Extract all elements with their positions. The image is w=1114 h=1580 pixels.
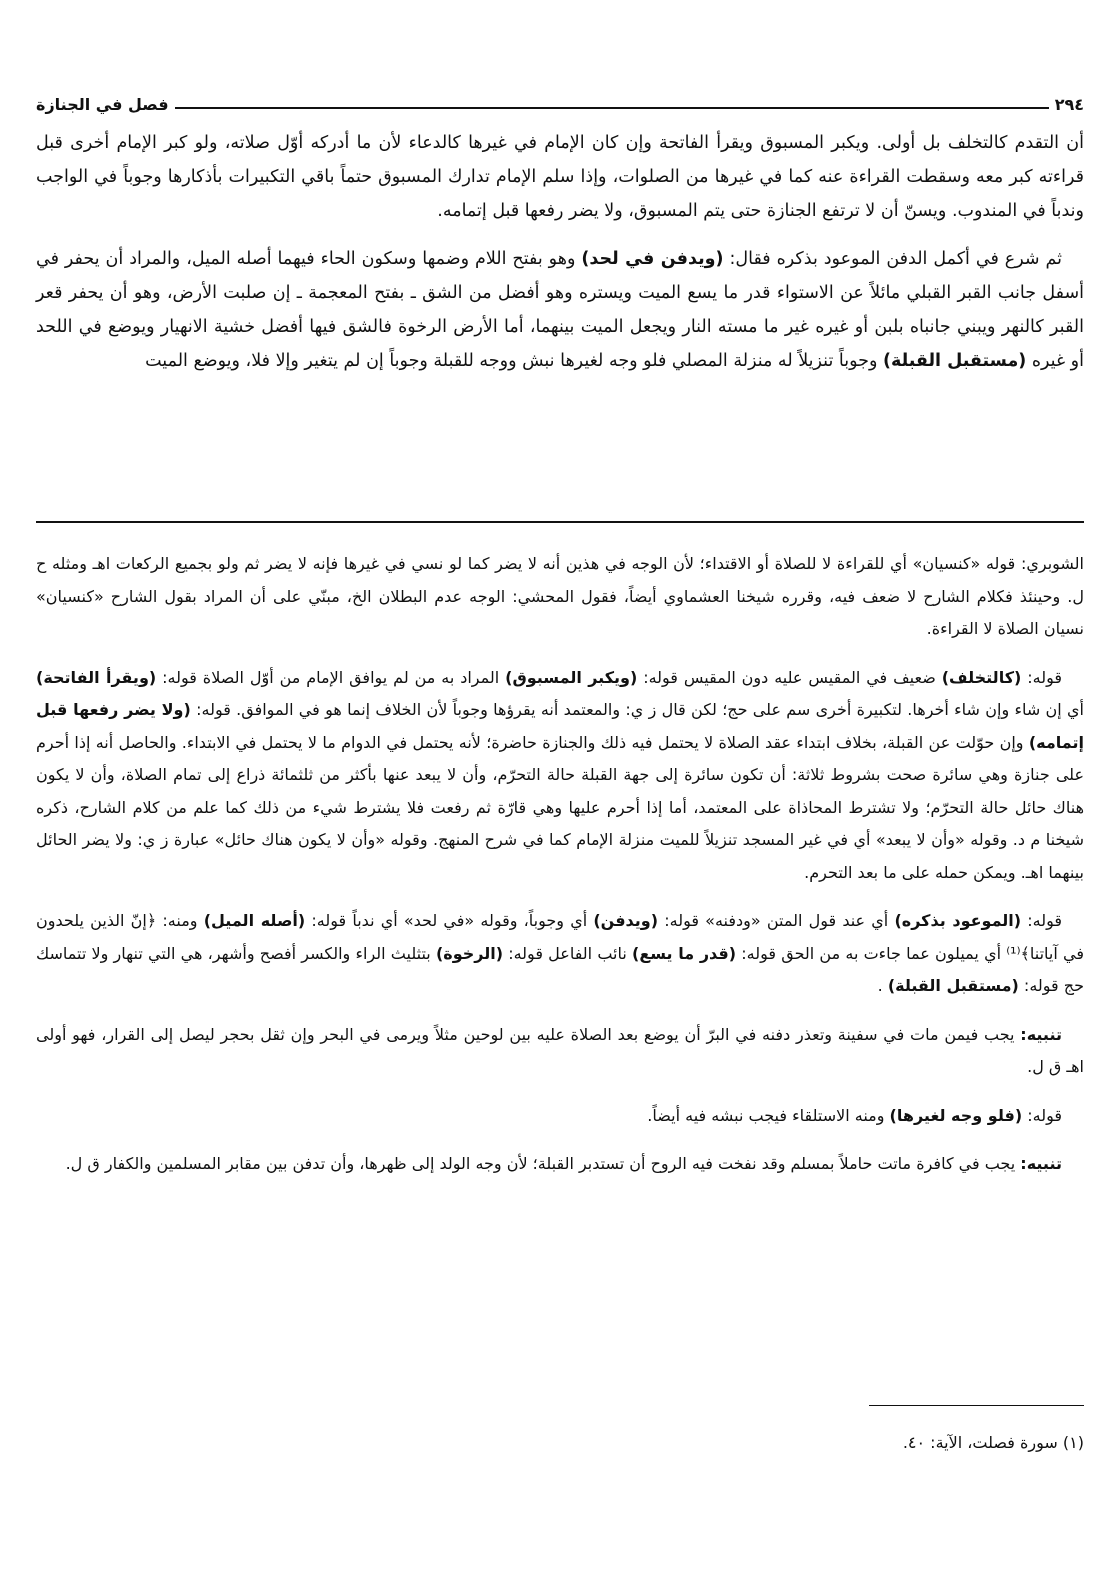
bold-quote: (فلو وجه لغيرها)	[889, 1105, 1023, 1125]
bold-quote: (ويدفن في لحد)	[581, 249, 724, 269]
running-header	[36, 88, 1084, 114]
bold-quote: (قدر ما يسع)	[632, 943, 737, 963]
text-run: بتثليث الراء والكسر أفصح وأشهر، هي التي تنهار ولا تتماسك حج قوله:	[36, 943, 1084, 995]
main-text	[36, 126, 1084, 392]
text-run: ضعيف في المقيس عليه دون المقيس قوله:	[637, 667, 942, 687]
text-run: وإن حوّلت عن القبلة، بخلاف ابتداء عقد الصلاة لا يحتمل فيه ذلك والجنازة حاضرة؛ لأنه يحتمل في الدوام ما لا يحتمل في الابتداء. والحاصل أنه إذا أحرم على جنازة وهي سائرة صحت بشروط ثلاثة: أن تكون سائرة إلى جهة القبلة حالة التحرّم، وأن لا يبعد عنها بأكثر من ثلثمائة ذراع إلى تمام الصلاة، وأن لا يكون هناك حائل حالة التحرّم؛ ولا تشترط المحاذاة على المعتمد، أما إذا أحرم عليها وهي قارّة ثم رفعت فلا يشترط شيء من ذلك كما علم من كلام الشارح، ذكره شيخنا م د. وقوله «وأن لا يبعد» أي في غير المسجد تنزيلاً للميت منزلة الإمام كما في شرح المنهج. وقوله «وأن لا يكون هناك حائل» عبارة ز ي: ولا يضر الحائل بينهما اهـ. ويمكن حمله على ما بعد التحرم.	[36, 732, 1084, 882]
text-run: أي إن شاء وإن شاء أخرها. لتكبيرة أخرى سم على حج؛ لكن قال ز ي: والمعتمد أنه يقرؤها وجوباً لأن الخلاف إنما هو في الموافق. قوله:	[190, 700, 1085, 719]
footnote-rule	[869, 1405, 1084, 1406]
bold-quote: (الموعود بذكره)	[894, 911, 1022, 930]
commentary-text	[36, 548, 1084, 1197]
text-run: وجوباً تنزيلاً له منزلة المصلي فلو وجه لغيرها نبش ووجه للقبلة وجوباً إن لم يتغير وإلا فلا، ويوضع الميت	[145, 351, 883, 371]
text-run: نائب الفاعل قوله:	[503, 943, 633, 963]
text-run: .	[877, 976, 888, 995]
bold-quote: (مستقبل القبلة)	[882, 351, 1027, 371]
page-number: ٢٩٤	[1054, 95, 1084, 114]
text-run: قوله:	[1022, 1105, 1062, 1125]
text-run: أي وجوباً، وقوله «في لحد» أي ندباً قوله:	[305, 911, 594, 930]
commentary-paragraph	[36, 1019, 1084, 1084]
text-run: قوله:	[1021, 667, 1062, 687]
text-run: يجب فيمن مات في سفينة وتعذر دفنه في البرّ أن يوضع بعد الصلاة عليه بين لوحين مثلاً ويرمى في البحر وإن ثقل بحجر ليصل إلى القرار، فهو أولى اهـ ق ل.	[36, 1024, 1084, 1076]
chapter-title: فصل في الجنازة	[36, 95, 169, 114]
bold-quote: (ويقرأ الفاتحة)	[36, 667, 157, 687]
commentary-paragraph	[36, 1100, 1084, 1133]
text-run: أن التقدم كالتخلف بل أولى. ويكبر المسبوق ويقرأ الفاتحة وإن كان الإمام في غيرها كالدعاء لأن ما أدركه أوّل صلاته، ولو كبر الإمام أخرى قبل قراءته كبر معه وسقطت القراءة عنه كما في غيرها من الصلوات، وإذا سلم الإمام تدارك المسبوق حتماً باقي التكبيرات بأذكارها وجوباً في الواجب وندباً في المندوب. ويسنّ أن لا ترتفع الجنازة حتى يتم المسبوق، ولا يضر رفعها قبل إتمامه.	[36, 133, 1084, 221]
bold-quote: تنبيه:	[1020, 1024, 1062, 1044]
header-rule	[175, 107, 1049, 109]
text-run: وهو بفتح اللام وضمها وسكون الحاء فيهما أصله الميل، والمراد أن يحفر في أسفل جانب القبر القبلي مائلاً عن الاستواء قدر ما يسع الميت ويستره وهو أفضل من الشق ـ بفتح المعجمة ـ إن صلبت الأرض، وهو أن يحفر قعر القبر كالنهر ويبني جانباه بلبن أو غيره غير ما مسته النار ويجعل الميت بينهما، أما الأرض الرخوة فالشق فيها أفضل خشية الانهيار ويوضع في اللحد أو غيره	[36, 249, 1084, 371]
text-run: الشوبري: قوله «كنسيان» أي للقراءة لا للصلاة أو الاقتداء؛ لأن الوجه في هذين أنه لا يضر كما لو نسي في غيرها فإنه لا يضر ثم ولو بجميع الركعات اهـ ومثله ح ل. وحينئذ فكلام الشارح لا ضعف فيه، وقرره شيخنا العشماوي أيضاً، فقول المحشي: الوجه عدم البطلان الخ، مبنّي على أن المراد بقول الشارح «كنسيان» نسيان الصلاة لا القراءة.	[36, 554, 1084, 638]
bold-quote: تنبيه:	[1020, 1154, 1062, 1173]
text-run: ثم شرع في أكمل الدفن الموعود بذكره فقال:	[723, 249, 1063, 269]
text-run: ومنه الاستلقاء فيجب نبشه فيه أيضاً.	[647, 1105, 890, 1125]
text-run: أي عند قول المتن «ودفنه» قوله:	[658, 911, 895, 930]
text-run: يجب في كافرة ماتت حاملاً بمسلم وقد نفخت فيه الروح أن تستدبر القبلة؛ لأن وجه الولد إلى ظهرها، وأن تدفن بين مقابر المسلمين والكفار ق ل.	[65, 1154, 1021, 1173]
commentary-paragraph	[36, 662, 1084, 890]
bold-quote: (ويدفن)	[593, 911, 659, 930]
bold-quote: (أصله الميل)	[203, 911, 306, 930]
bold-quote: (مستقبل القبلة)	[887, 976, 1019, 995]
bold-quote: (ويكبر المسبوق)	[505, 667, 638, 687]
bold-quote: (الرخوة)	[435, 943, 504, 963]
bold-quote: (كالتخلف)	[941, 667, 1022, 687]
bold-quote: (ولا يضر رفعها قبل إتمامه)	[36, 700, 1084, 752]
main-paragraph	[36, 126, 1084, 228]
text-run: قوله:	[1021, 911, 1063, 930]
commentary-paragraph	[36, 905, 1084, 1003]
commentary-separator	[36, 521, 1084, 523]
commentary-paragraph	[36, 548, 1084, 646]
commentary-paragraph	[36, 1148, 1084, 1181]
text-run: ومنه: ﴿إنّ الذين يلحدون في آياتنا﴾⁽¹⁾ أي يميلون عما جاءت به من الحق قوله:	[36, 911, 1085, 963]
footnote: (١) سورة فصلت، الآية: ٤٠.	[902, 1433, 1084, 1452]
main-paragraph	[36, 242, 1084, 378]
text-run: المراد به من لم يوافق الإمام من أوّل الصلاة قوله:	[156, 667, 506, 687]
